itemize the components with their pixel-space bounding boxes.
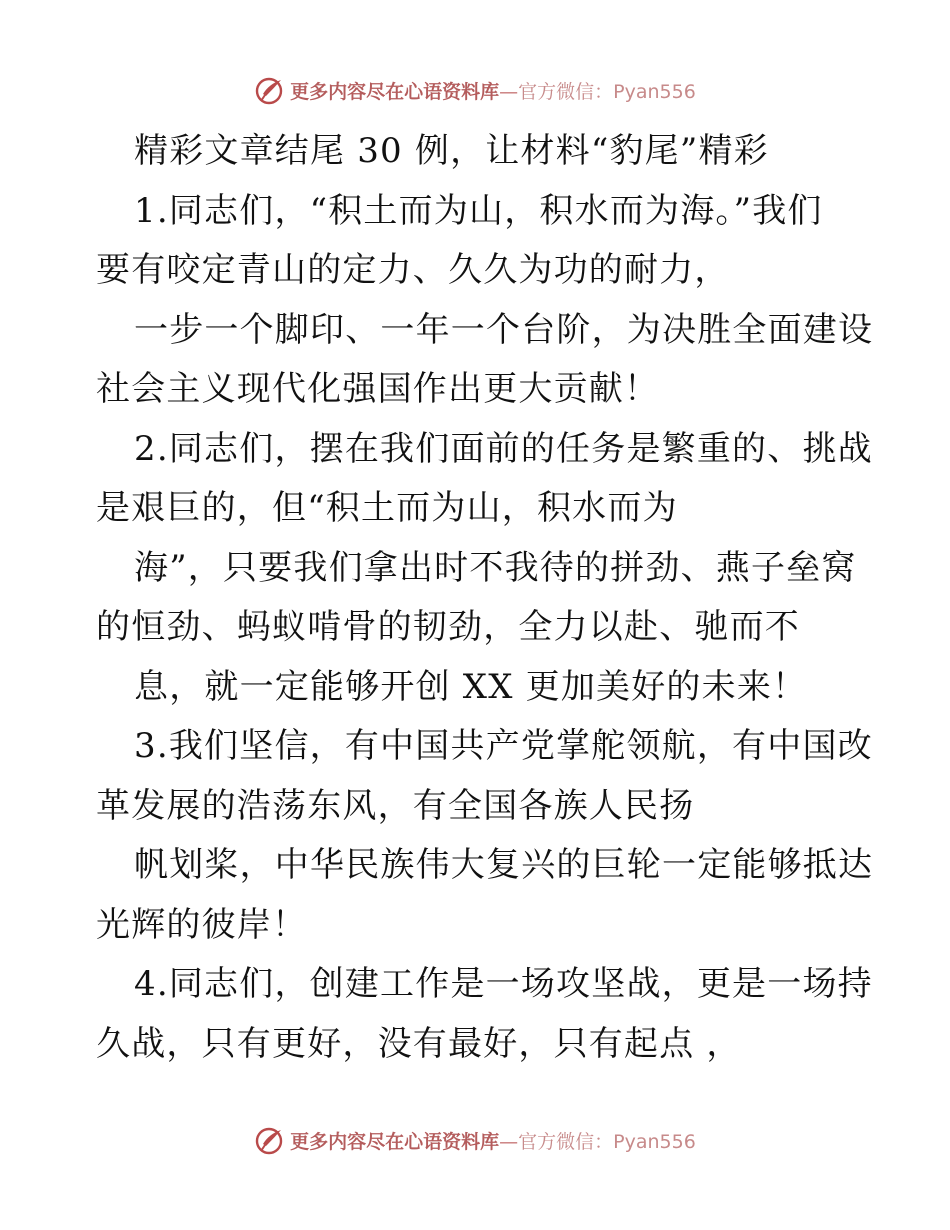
paragraph-line: 久战，只有更好，没有最好，只有起点 ， bbox=[96, 1023, 742, 1064]
watermark-dash: — bbox=[499, 1130, 519, 1153]
paragraph-line: 4.同志们，创建工作是一场攻坚战，更是一场持 bbox=[134, 964, 873, 1004]
paragraph-line: 1.同志们，“积土而为山，积水而为海。”我们 bbox=[134, 190, 823, 231]
paragraph-line: 社会主义现代化强国作出更大贡献！ bbox=[96, 369, 660, 409]
paragraph-line: 的恒劲、蚂蚁啃骨的韧劲，全力以赴、驰而不 bbox=[96, 607, 800, 647]
paragraph-line: 光辉的彼岸！ bbox=[96, 904, 308, 945]
watermark-wechat-text: 官方微信：Pyan556 bbox=[518, 80, 696, 103]
paragraph-line: 帆划桨，中华民族伟大复兴的巨轮一定能够抵达 bbox=[134, 845, 874, 885]
header-watermark bbox=[0, 70, 950, 110]
pen-logo-icon bbox=[254, 1124, 286, 1156]
watermark-site-text: 更多内容尽在心语资料库 bbox=[290, 1130, 500, 1153]
paragraph-line: 息，就一定能够开创 XX 更加美好的未来！ bbox=[134, 666, 808, 707]
paragraph-line: 海”，只要我们拿出时不我待的拼劲、燕子垒窝 bbox=[134, 547, 857, 588]
document-body bbox=[96, 122, 874, 1074]
paragraph-line: 革发展的浩荡东风，有全国各族人民扬 bbox=[96, 785, 695, 826]
document-title: 精彩文章结尾 30 例，让材料“豹尾”精彩 bbox=[134, 131, 769, 171]
paragraph-line: 一步一个脚印、一年一个台阶，为决胜全面建设 bbox=[134, 309, 874, 350]
paragraph-line: 2.同志们，摆在我们面前的任务是繁重的、挑战 bbox=[134, 428, 873, 469]
watermark-wechat-text: 官方微信：Pyan556 bbox=[518, 1130, 696, 1153]
watermark-dash: — bbox=[499, 80, 519, 103]
paragraph-line: 是艰巨的，但“积土而为山，积水而为 bbox=[96, 488, 678, 528]
paragraph-line: 3.我们坚信，有中国共产党掌舵领航，有中国改 bbox=[134, 726, 873, 766]
pen-logo-icon bbox=[254, 74, 286, 106]
watermark-site-text: 更多内容尽在心语资料库 bbox=[290, 80, 500, 103]
footer-watermark bbox=[0, 1120, 950, 1160]
paragraph-line: 要有咬定青山的定力、久久为功的耐力， bbox=[96, 250, 730, 290]
